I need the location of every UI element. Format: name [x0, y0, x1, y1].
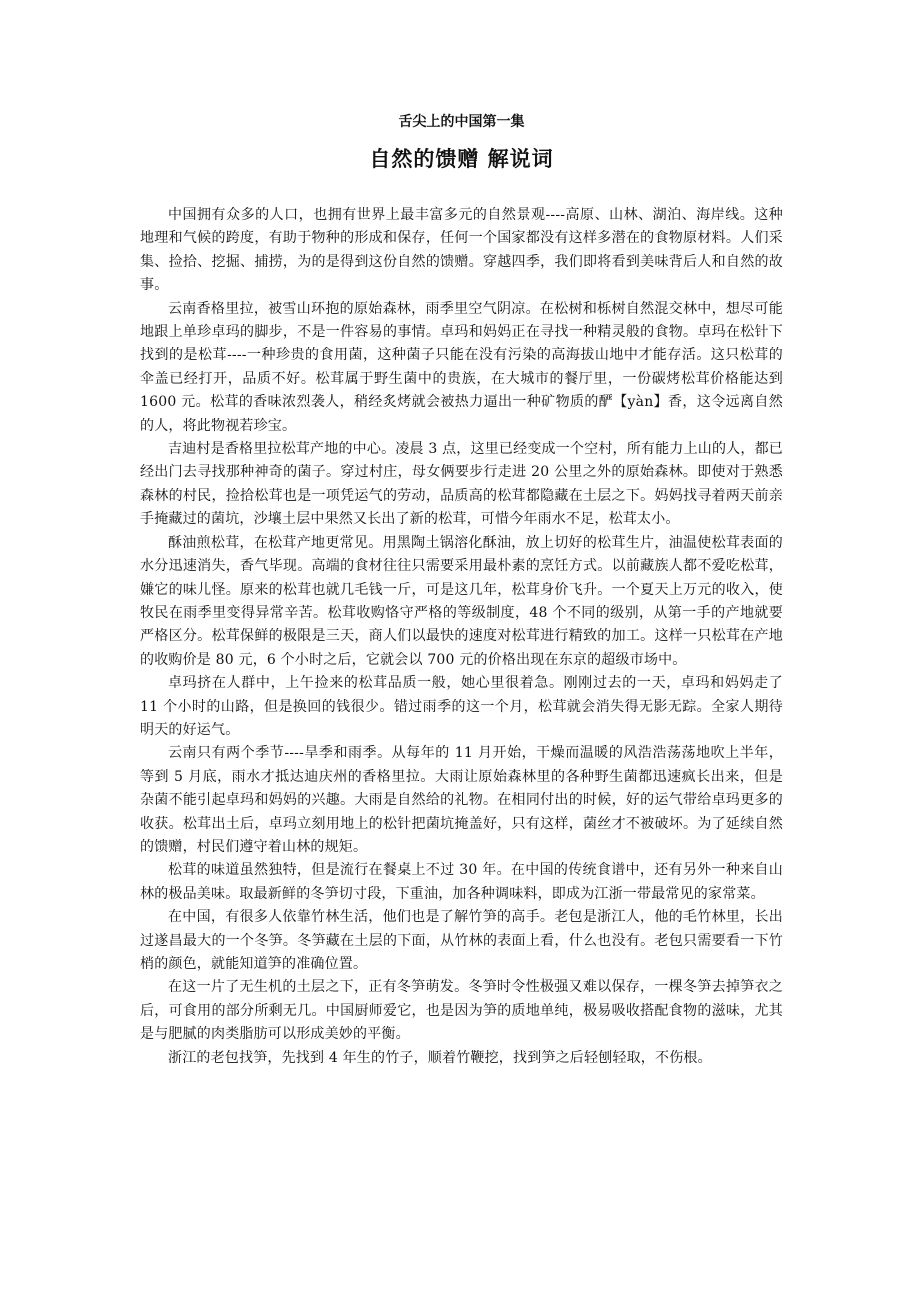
- paragraph: 在这一片了无生机的土层之下，正有冬笋萌发。冬笋时令性极强又难以保存，一棵冬笋去掉笋衣之后，可食用的部分所剩无几。中国厨师爱它，也是因为笋的质地单纯，极易吸收搭配食物的滋味，尤其是与肥腻的肉类脂肪可以形成美妙的平衡。: [140, 979, 783, 1043]
- paragraph: 酥油煎松茸，在松茸产地更常见。用黑陶土锅溶化酥油，放上切好的松茸生片，油温使松茸表面的水分迅速消失，香气毕现。高端的食材往往只需要采用最朴素的烹饪方式。以前藏族人都不爱吃松茸，嫌它的味儿怪。原来的松茸也就几毛钱一斤，可是这几年，松茸身价飞升。一个夏天上万元的收入，使牧民在雨季里变得异常辛苦。松茸收购恪守严格的等级制度，48 个不同的级别，从第一手的产地就要严格区分。松茸保鲜的极限是三天，商人们以最快的速度对松茸进行精致的加工。这样一只松茸在产地的收购价是 80 元，6 个小时之后，它就会以 700 元的价格出现在东京的超级市场中。: [140, 534, 783, 668]
- paragraph: 卓玛挤在人群中，上午捡来的松茸品质一般，她心里很着急。刚刚过去的一天，卓玛和妈妈走了 11 个小时的山路，但是换回的钱很少。错过雨季的这一个月，松茸就会消失得无影无踪。全家人期待明天的好运气。: [140, 675, 783, 738]
- paragraph: 吉迪村是香格里拉松茸产地的中心。凌晨 3 点，这里已经变成一个空村，所有能力上山的人，都已经出门去寻找那种神奇的菌子。穿过村庄，母女俩要步行走进 20 公里之外的原始森林。即使对于熟悉森林的村民，捡拾松茸也是一项凭运气的劳动，品质高的松茸都隐藏在土层之下。妈妈找寻着两天前亲手掩藏过的菌坑，沙壤土层中果然又长出了新的松茸，可惜今年雨水不足，松茸太小。: [140, 441, 783, 528]
- document-page: [140, 112, 783, 1070]
- paragraph: 云南香格里拉，被雪山环抱的原始森林，雨季里空气阴凉。在松树和栎树自然混交林中，想尽可能地跟上单珍卓玛的脚步，不是一件容易的事情。卓玛和妈妈正在寻找一种精灵般的食物。卓玛在松针下找到的是松茸----一种珍贵的食用菌，这种菌子只能在没有污染的高海拔山地中才能存活。这只松茸的伞盖已经打开，品质不好。松茸属于野生菌中的贵族，在大城市的餐厅里，一份碳烤松茸价格能达到 1600 元。松茸的香味浓烈袭人，稍经炙烤就会被热力逼出一种矿物质的酽【yàn】香，这令远离自然的人，将此物视若珍宝。: [140, 300, 783, 434]
- paragraph: 松茸的味道虽然独特，但是流行在餐桌上不过 30 年。在中国的传统食谱中，还有另外一种来自山林的极品美味。取最新鲜的冬笋切寸段，下重油，加各种调味料，即成为江浙一带最常见的家常菜。: [140, 862, 783, 902]
- paragraph: 在中国，有很多人依靠竹林生活，他们也是了解竹笋的高手。老包是浙江人，他的毛竹林里，长出过遂昌最大的一个冬笋。冬笋藏在土层的下面，从竹林的表面上看，什么也没有。老包只需要看一下竹梢的颜色，就能知道笋的准确位置。: [140, 909, 783, 972]
- paragraph: 浙江的老包找笋，先找到 4 年生的竹子，顺着竹鞭挖，找到笋之后轻刨轻取，不伤根。: [168, 1049, 712, 1066]
- document-body: [140, 204, 783, 1070]
- document-title: 自然的馈赠 解说词: [369, 147, 554, 171]
- paragraph: 云南只有两个季节----旱季和雨季。从每年的 11 月开始，干燥而温暖的风浩浩荡荡地吹上半年，等到 5 月底，雨水才抵达迪庆州的香格里拉。大雨让原始森林里的各种野生菌都迅速疯长出来，但是杂菌不能引起卓玛和妈妈的兴趣。大雨是自然给的礼物。在相同付出的时候，好的运气带给卓玛更多的收获。松茸出土后，卓玛立刻用地上的松针把菌坑掩盖好，只有这样，菌丝才不被破坏。为了延续自然的馈赠，村民们遵守着山林的规矩。: [140, 745, 783, 855]
- document-subtitle: 舌尖上的中国第一集: [398, 114, 525, 130]
- paragraph: 中国拥有众多的人口，也拥有世界上最丰富多元的自然景观----高原、山林、湖泊、海岸线。这种地理和气候的跨度，有助于物种的形成和保存，任何一个国家都没有这样多潜在的食物原材料。人们采集、捡拾、挖掘、捕捞，为的是得到这份自然的馈赠。穿越四季，我们即将看到美味背后人和自然的故事。: [140, 207, 783, 294]
